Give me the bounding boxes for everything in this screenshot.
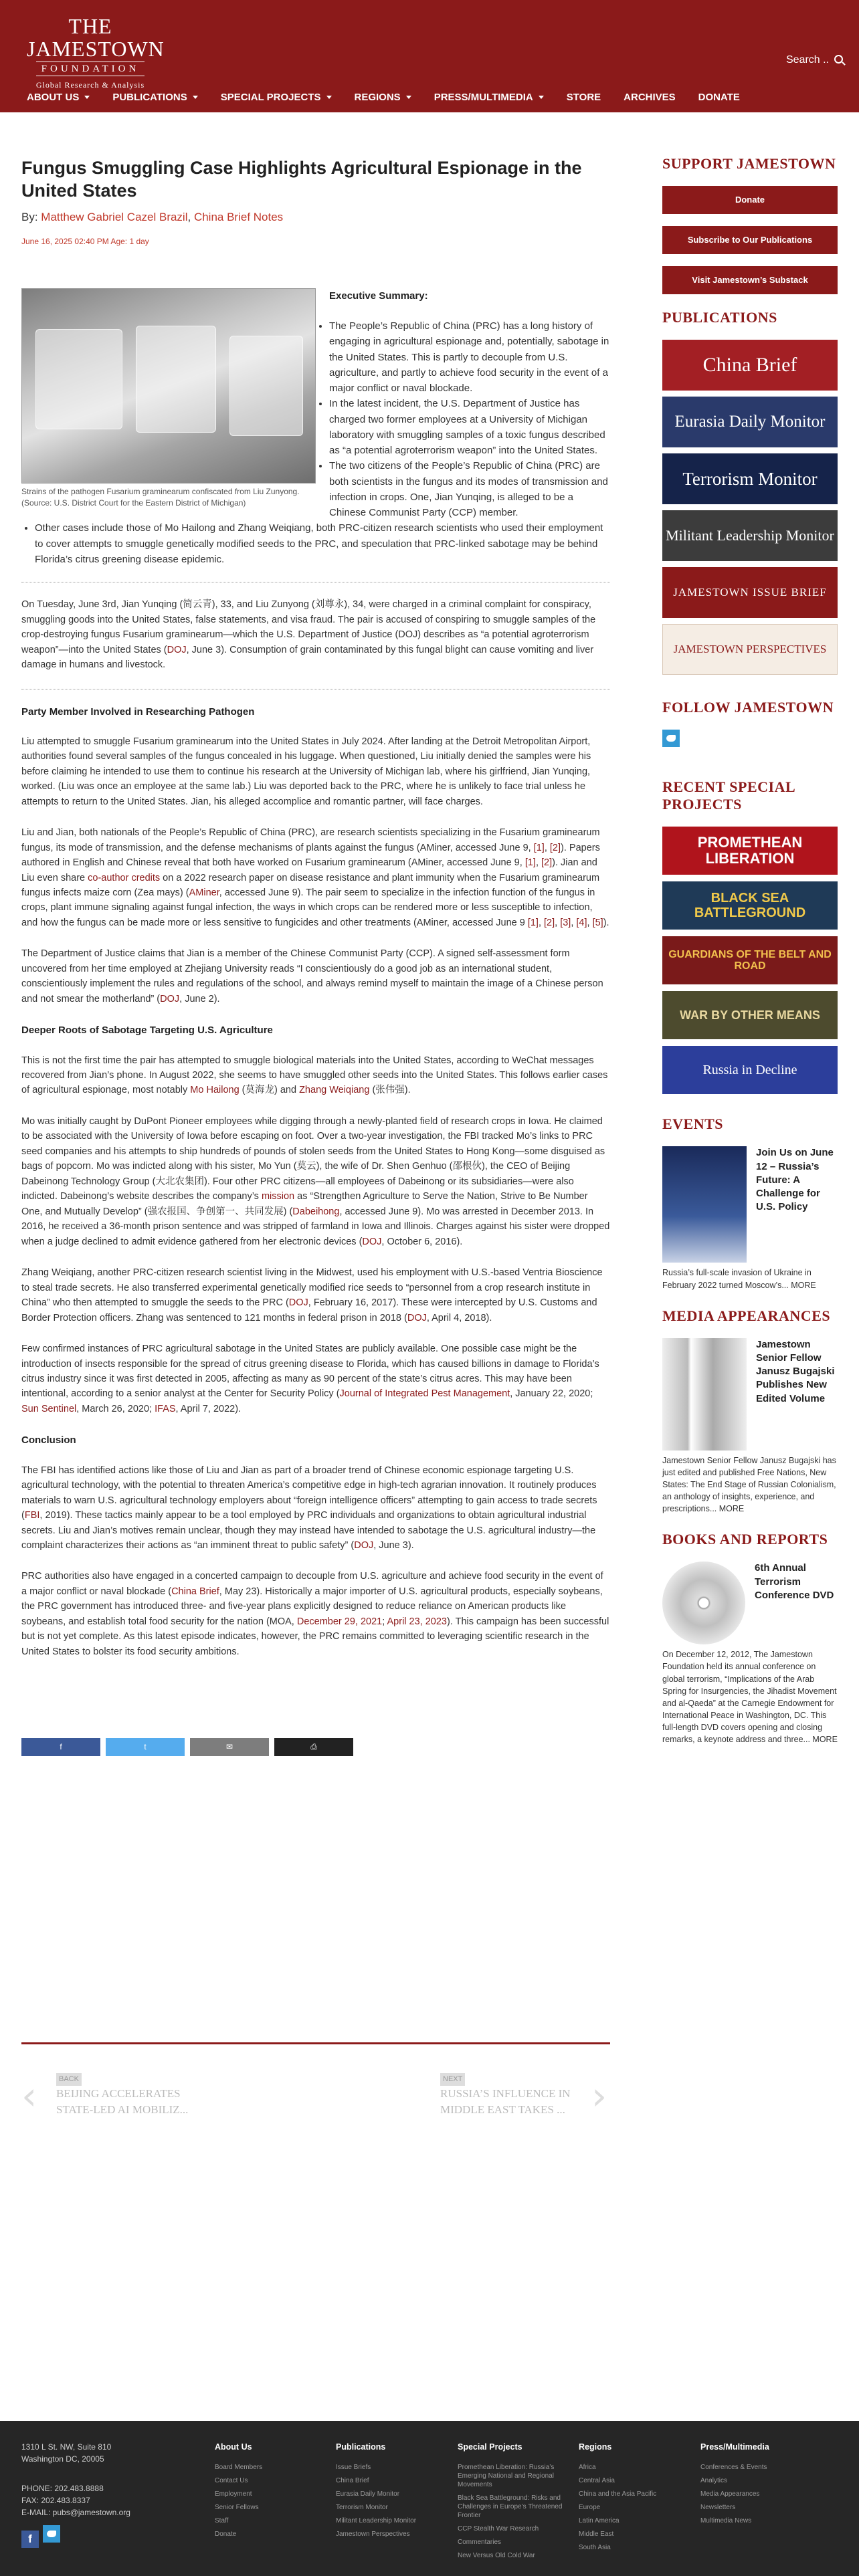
substack-button[interactable]: Visit Jamestown’s Substack — [662, 266, 838, 294]
jamestown-logo[interactable] — [27, 14, 165, 90]
militant-leadership-monitor-banner[interactable]: Militant Leadership Monitor — [662, 510, 838, 561]
text: PRC authorities also have engaged in a concerted campaign to decouple from U.S. agriculture and achieve food security in the event of a major conflict or naval blockade ( — [21, 1571, 603, 1597]
source-link[interactable]: [1] — [524, 857, 536, 869]
media-title[interactable]: Jamestown Senior Fellow Janusz Bugajski Publishes New Edited Volume — [756, 1338, 835, 1404]
chevron-down-icon — [326, 96, 332, 99]
jamestown-issue-brief-banner[interactable]: JAMESTOWN ISSUE BRIEF — [662, 567, 838, 618]
footer-link[interactable]: Central Asia — [579, 2476, 615, 2484]
footer-column — [700, 2441, 814, 2530]
text: , accessed June 9). Mo was arrested in December 2013. In 2016, he received a 36-month prison sentence and was stripped of farmland in Iowa and Illinois. Charges against his sister were dropped when a judge declined to admit evidence gathered from her electronic devices ( — [21, 1206, 610, 1247]
logo-line-2: FOUNDATION — [36, 62, 145, 76]
back-key: BACK — [56, 2073, 82, 2086]
chevron-down-icon — [193, 96, 198, 99]
nav-item-about-us[interactable] — [27, 90, 90, 107]
source-link[interactable]: Zhang Weiqiang — [299, 1085, 370, 1096]
text: , April 4, 2018). — [426, 1312, 492, 1323]
books-heading: BOOKS AND REPORTS — [662, 1531, 828, 1548]
eurasia-daily-monitor-banner[interactable]: Eurasia Daily Monitor — [662, 397, 838, 447]
source-link[interactable]: December 29, 2021 — [296, 1616, 383, 1627]
nav-label: SPECIAL PROJECTS — [220, 92, 321, 103]
event-thumbnail — [662, 1146, 747, 1263]
nav-label: REGIONS — [354, 92, 401, 103]
executive-summary — [21, 288, 610, 567]
footer-link[interactable]: Board Members — [215, 2463, 263, 2471]
footer-column — [458, 2441, 571, 2565]
footer-column-title: Press/Multimedia — [700, 2442, 769, 2452]
text: The FBI has identified actions like those of Liu and Jian as part of a broader trend of Chinese economic espionage targeting U.S. agricultural technology, with the potential to threaten America’s competitive edge in high-tech agrarian innovation. It routinely produces materials to warn U.S. agricultural technology employers about “foreign intelligence officers” attempting to gain access to trade secrets ( — [21, 1465, 597, 1521]
text: , June 2). — [179, 993, 220, 1004]
footer-link[interactable]: New Versus Old Cold War — [458, 2551, 535, 2559]
source-link[interactable]: [1] — [527, 917, 539, 928]
facebook-share-button[interactable]: f — [21, 1738, 100, 1756]
email[interactable]: E-MAIL: pubs@jamestown.org — [21, 2508, 130, 2517]
nav-item-store[interactable] — [567, 90, 601, 107]
chevron-left-icon[interactable]: ‹ — [21, 2073, 37, 2119]
footer-link[interactable]: Commentaries — [458, 2538, 502, 2546]
source-link[interactable]: DOJ — [362, 1236, 382, 1247]
publications-heading: PUBLICATIONS — [662, 309, 777, 326]
twitter-share-button[interactable]: t — [106, 1738, 185, 1756]
search-label: Search .. — [785, 54, 829, 66]
source-link[interactable]: FBI — [24, 1510, 40, 1521]
special-projects-heading: RECENT SPECIAL PROJECTS — [662, 778, 795, 813]
article-meta: June 16, 2025 02:40 PM Age: 1 day — [21, 237, 149, 247]
paragraph — [21, 597, 610, 672]
fax: FAX: 202.483.8337 — [21, 2496, 90, 2505]
search-box[interactable] — [786, 52, 843, 69]
text: , February 16, 2017). These were intercepted by U.S. Customs and Border Protection officers. Zhang was sentenced to 121 months in federal prison in 2018 ( — [21, 1297, 597, 1323]
footer-link[interactable]: Conferences & Events — [700, 2463, 767, 2471]
book-item[interactable] — [662, 1562, 838, 1644]
nav-item-special-projects[interactable] — [221, 90, 332, 107]
chevron-down-icon — [406, 96, 411, 99]
source-link[interactable]: mission — [261, 1191, 295, 1202]
footer-link[interactable]: Eurasia Daily Monitor — [336, 2490, 400, 2498]
source-link[interactable]: Mo Hailong — [190, 1085, 240, 1096]
project-guardians-belt-road[interactable]: GUARDIANS OF THE BELT AND ROAD — [662, 936, 838, 984]
author-link[interactable]: Matthew Gabriel Cazel Brazil — [41, 211, 188, 223]
source-link[interactable]: DOJ — [354, 1539, 374, 1551]
footer-link[interactable]: Terrorism Monitor — [336, 2503, 388, 2511]
address-line-1: 1310 L St. NW, Suite 810 — [21, 2442, 112, 2452]
footer-link[interactable]: Employment — [215, 2490, 252, 2498]
footer-link[interactable]: Militant Leadership Monitor — [336, 2516, 417, 2525]
text: , January 22, 2020; — [510, 1388, 593, 1400]
twitter-icon[interactable] — [43, 2525, 60, 2543]
next-post-link[interactable] — [440, 2071, 587, 2118]
follow-heading: FOLLOW JAMESTOWN — [662, 699, 834, 716]
nav-label: PUBLICATIONS — [112, 92, 187, 103]
source-link[interactable]: IFAS — [155, 1403, 176, 1414]
source-link[interactable]: [5] — [592, 917, 603, 928]
nav-item-regions[interactable] — [355, 90, 411, 107]
paragraph: Liu attempted to smuggle Fusarium graminearum into the United States in July 2024. After landing at the Detroit Metropolitan Airport, authorities found several samples of the fungus concealed in his luggage. When questioned, Liu initially denied the samples were his before claiming he intended to use them to continue his research at the University of Michigan lab, where his girlfriend, Jian Yunqing, worked. (Liu was once an employee at the same lab.) Liu was deported back to the PRC, where he is unlikely to face trial unless he attempts to return to the United States. Jian, his alleged accomplice and romantic partner, will face charges. — [21, 736, 591, 807]
footer-link[interactable]: Staff — [215, 2516, 229, 2525]
footer-link[interactable]: Analytics — [700, 2476, 728, 2484]
text: ). This campaign has been successful but is not yet complete. As this latest episode indicates, however, the PRC remains committed to leveraging scientific research in the United States to bolster its food security ambitions. — [21, 1616, 609, 1657]
exec-point: • In the latest incident, the U.S. Department of Justice has charged two former employees at a University of Michigan laboratory with smuggling samples of a toxic fungus described as “a potential agroterrorism weapon” into the United States. — [35, 396, 610, 458]
byline-separator: , — [187, 211, 194, 223]
media-heading: MEDIA APPEARANCES — [662, 1307, 831, 1324]
source-link[interactable]: [2] — [549, 842, 561, 853]
byline — [21, 209, 610, 226]
logo-line-1: THE JAMESTOWN — [27, 14, 165, 61]
footer-column-title: About Us — [215, 2442, 252, 2452]
source-link[interactable]: DOJ — [167, 644, 187, 655]
footer-link[interactable]: Newsletters — [700, 2503, 736, 2511]
main-nav — [27, 90, 763, 107]
footer-link[interactable]: CCP Stealth War Research — [458, 2525, 539, 2533]
footer-link[interactable]: China and the Asia Pacific — [579, 2490, 657, 2498]
nav-item-archives[interactable] — [624, 90, 676, 107]
footer-link[interactable]: China Brief — [336, 2476, 369, 2484]
chevron-down-icon — [539, 96, 544, 99]
footer-column — [336, 2441, 450, 2543]
exec-point: • Other cases include those of Mo Hailong and Zhang Weiqiang, both PRC-citizen research scientists who used their employment to cover attempts to smuggle genetically modified seeds to the PRC, and speculation that PRC-linked sabotage may be behind Florida’s citrus greening disease epidemic. — [35, 520, 610, 567]
event-excerpt: Russia’s full-scale invasion of Ukraine in February 2022 turned Moscow’s... MORE — [662, 1268, 816, 1290]
text: Mo was initially caught by DuPont Pioneer employees while digging through a newly-planted field of research crops in Iowa. He claimed to be associated with the University of Iowa before escaping on foot. Over a two-year investigation, the FBI tracked Mo’s links to PRC seed companies and his attempts to ship hundreds of pounds of stolen seeds from the United States to Hong Kong—some disguised as bags of popcorn. Mo was indicted along with his sister, Mo Yun (莫云), the wife of Dr. Shen Genhuo (邵根伙), the CEO of Beijing Dabeinong Technology Group (大北农集团). Four other PRC citizens—all employees of Dabeinong or its subsidiaries—were also indicted. Dabeinong’s website describes the company’s — [21, 1115, 605, 1202]
text: Few confirmed instances of PRC agricultural sabotage in the United States are publicly available. One possible case might be the introduction of insects responsible for the spread of citrus greening disease to Florida, which has caused billions in damage to Florida’s citrus industry since it was first detected in 2005, affecting as many as 90 percent of the state’s citrus acres. This may have been intentional, according to a senior analyst at the Center for Security Policy ( — [21, 1344, 599, 1400]
address-line-2: Washington DC, 20005 — [21, 2454, 104, 2464]
footer-link[interactable]: Senior Fellows — [215, 2503, 259, 2511]
paragraph — [21, 1265, 610, 1325]
fungus-samples-photo — [21, 288, 316, 484]
text: (张伟强). — [369, 1085, 411, 1096]
twitter-icon[interactable] — [662, 730, 680, 747]
book-excerpt: On December 12, 2012, The Jamestown Foundation held its annual conference on global terrorism, “Implications of the Arab Spring for Insurgencies, the Jihadist Movement and al-Qaeda” at the Carnegie Endowment for International Peace in Washington, DC. This full-length DVD covers opening and closing remarks, a keynote address and three... MORE — [662, 1650, 838, 1745]
source-link[interactable]: Sun Sentinel — [21, 1403, 77, 1414]
post-pagination — [21, 2042, 610, 2119]
series-link[interactable]: China Brief Notes — [193, 211, 284, 223]
project-promethean-liberation[interactable]: PROMETHEAN LIBERATION — [662, 827, 838, 875]
exec-summary-heading: Executive Summary: — [329, 290, 428, 302]
source-link[interactable]: Dabeihong — [292, 1206, 340, 1217]
next-key: NEXT — [440, 2073, 465, 2086]
text: , June 3). — [373, 1539, 414, 1551]
jamestown-perspectives-banner[interactable]: JAMESTOWN PERSPECTIVES — [662, 624, 838, 675]
event-item[interactable] — [662, 1146, 838, 1263]
footer-link[interactable]: Donate — [215, 2530, 237, 2538]
text: ). — [603, 917, 609, 928]
text: (莫海龙) and — [239, 1085, 300, 1096]
text: , March 26, 2020; — [76, 1403, 155, 1414]
footer-column — [215, 2441, 328, 2543]
paragraph: Liu and Jian, both nationals of the People’s Republic of China (PRC), are research scientists specializing in the Fusarium graminearum fungus, its mode of transmission, and the defense mechanisms of plants against the fungus (AMiner, accessed June 9, [1], [2]). Papers authored in English and Chinese reveal that both have worked on Fusarium graminearum (AMiner, accessed June 9, [1], [2]). Jian and Liu even share co-author credits on a 2022 research paper on disease resistance and plant immunity when the Fusarium graminearum fungus infects maize corn (Zea mays) (AMiner, accessed June 9). The pair seem to specialize in the infection function of the fungus in crops, plant immune signaling against fungal infection, the ways in which crops can be rendered more or less susceptible to infection, and how the fungus can be made more or less sensitive to fungicides and other treatments (AMiner, accessed June 9 [1], [2], [3], [4], [5]). — [21, 827, 609, 928]
book-title[interactable]: 6th Annual Terrorism Conference DVD — [755, 1562, 834, 1601]
text: , accessed June 9). The pair seem to specialize in the infection function of the fungus in crops, plant immune signaling against fungal infection, the ways in which crops can be rendered more or less susceptible to infection, and how the fungus can be made more or less sensitive to fungicides and other treatments (AMiner, accessed June 9 — [21, 887, 595, 928]
print-button[interactable]: ⎙ — [274, 1738, 353, 1756]
source-link[interactable]: DOJ — [160, 993, 180, 1004]
text: The Department of Justice claims that Jian is a member of the Chinese Communist Party (CCP). A signed self-assessment form uncovered from her time employed at Zhejiang University reads “I conscientiously do a good job as an international student, conscientiously implement the rules and regulations of the school, and always remind myself to maintain the image of a Chinese person and not smear the motherland” ( — [21, 948, 603, 1004]
chevron-right-icon[interactable]: › — [591, 2073, 607, 2119]
site-footer — [0, 2421, 859, 2576]
china-brief-banner[interactable]: China Brief — [662, 340, 838, 391]
footer-link[interactable]: Media Appearances — [700, 2490, 760, 2498]
source-link[interactable]: [2] — [544, 917, 555, 928]
media-item[interactable] — [662, 1338, 838, 1451]
nav-label: STORE — [566, 92, 601, 103]
exec-point: • The two citizens of the People’s Republic of China (PRC) are both scientists in the fungus and its modes of transmission and infection in crops. One, Jian Yunqing, is alleged to be a Chinese Communist Party (CCP) member. — [35, 458, 610, 520]
paragraph — [21, 1053, 610, 1098]
source-link[interactable]: Journal of Integrated Pest Management — [339, 1388, 510, 1400]
text: , April 7, 2022). — [175, 1403, 242, 1414]
text: , May 23). Historically a major importer of U.S. agricultural products, especially soybeans, the PRC government has introduced three- and five-year plans explicitly designed to reduce reliance on American products like soybeans, and establish total food security for the nation (MOA, — [21, 1586, 603, 1627]
byline-label: By: — [21, 211, 38, 223]
twitter-follow[interactable] — [662, 730, 838, 752]
exec-point: • The People’s Republic of China (PRC) has a long history of engaging in agricultural espionage and, potentially, sabotage in the United States. This is partly to decouple from U.S. agriculture, and partly to achieve food security in the event of a major conflict or naval blockade. — [35, 318, 610, 396]
donate-button[interactable]: Donate — [662, 186, 838, 214]
section-heading: Party Member Involved in Researching Pathogen — [21, 706, 255, 718]
footer-link[interactable]: Contact Us — [215, 2476, 248, 2484]
email-share-button[interactable]: ✉ — [190, 1738, 269, 1756]
subscribe-button[interactable]: Subscribe to Our Publications — [662, 226, 838, 254]
article-main — [21, 156, 610, 1756]
source-link[interactable]: April 23, 2023 — [387, 1616, 447, 1627]
nav-item-publications[interactable] — [112, 90, 197, 107]
logo-tagline: Global Research & Analysis — [35, 80, 145, 90]
book-cover-thumbnail — [662, 1338, 747, 1451]
footer-link[interactable]: Jamestown Perspectives — [336, 2530, 410, 2538]
previous-post-title: BEIJING ACCELERATES STATE-LED AI MOBILIZ... — [56, 2087, 189, 2117]
previous-post-link[interactable] — [56, 2071, 210, 2118]
source-link[interactable]: AMiner — [189, 887, 219, 898]
footer-link[interactable]: Middle East — [579, 2530, 614, 2538]
source-link[interactable]: co-author credits — [88, 872, 161, 883]
text: , June 3). Consumption of grain contaminated by this fungal blight can cause vomiting and liver damage in humans and livestock. — [21, 644, 594, 671]
source-link[interactable]: [4] — [576, 917, 587, 928]
source-link[interactable]: [2] — [541, 857, 553, 869]
facebook-icon[interactable]: f — [21, 2531, 39, 2548]
paragraph — [21, 1341, 610, 1416]
figure-caption: Strains of the pathogen Fusarium graminearum confiscated from Liu Zunyong. (Source: U.S. District Court for the Eastern District of Michigan) — [21, 486, 300, 508]
footer-column-title: Regions — [579, 2442, 612, 2452]
nav-label: ARCHIVES — [624, 92, 676, 103]
footer-link[interactable]: South Asia — [579, 2543, 611, 2551]
nav-item-donate[interactable] — [698, 90, 740, 107]
share-bar — [21, 1738, 610, 1756]
text: On Tuesday, June 3rd, Jian Yunqing (简云青), 33, and Liu Zunyong (刘尊永), 34, were charged in a criminal complaint for conspiracy, smuggling goods into the United States, false statements, and visa fraud. The pair is accused of conspiring to smuggle samples of the crop-destroying fungus Fusarium graminearum—which the U.S. Department of Justice (DOJ) describes as “a potential agroterrorism weapon”—into the United States ( — [21, 599, 596, 655]
events-heading: EVENTS — [662, 1115, 724, 1133]
source-link[interactable]: [3] — [560, 917, 571, 928]
text: ). Jian and Liu even share — [21, 857, 597, 883]
footer-link[interactable]: Issue Briefs — [336, 2463, 371, 2471]
terrorism-monitor-banner[interactable]: Terrorism Monitor — [662, 453, 838, 504]
text: This is not the first time the pair has attempted to smuggle biological materials into the United States, according to WeChat messages recovered from Jian’s phone. In August 2022, she seems to have smuggled other seeds into the United States. This follows earlier cases of agricultural espionage, most notably — [21, 1055, 608, 1096]
project-war-by-other-means[interactable]: WAR BY OTHER MEANS — [662, 991, 838, 1039]
footer-contact — [21, 2441, 130, 2548]
text: as “Strengthen Agriculture to Serve the Nation, Strive to Be Number One, and Mutually Develop” (强农报国、争创第一、共同发展) ( — [21, 1191, 588, 1217]
chevron-down-icon — [84, 96, 90, 99]
text: Liu and Jian, both nationals of the People’s Republic of China (PRC), are research scientists specializing in the Fusarium graminearum fungus, its mode of transmission, and the defense mechanisms of plants against the fungus (AMiner, accessed June 9, — [21, 827, 600, 853]
source-link[interactable]: [1] — [533, 842, 545, 853]
text: , 2019). These tactics mainly appear to be a tool employed by PRC individuals and organizations to obtain agricultural industrial secrets. Liu and Jian’s motives remain unclear, though they may instead have intended to sabotage the U.S. agricultural industry—the complaint characterizes their actions as “an imminent threat to public safety” ( — [21, 1510, 596, 1551]
media-excerpt: Jamestown Senior Fellow Janusz Bugajski has just edited and published Free Nations, New States: The End Stage of Russian Colonialism, an anthology of insights, experience, and prescriptions... MORE — [662, 1455, 836, 1514]
footer-link[interactable]: Latin America — [579, 2516, 619, 2525]
footer-column-title: Publications — [336, 2442, 386, 2452]
nav-label: ABOUT US — [27, 92, 80, 103]
project-black-sea-battleground[interactable]: BLACK SEA BATTLEGROUND — [662, 881, 838, 930]
footer-link[interactable]: Europe — [579, 2503, 601, 2511]
footer-link[interactable]: Black Sea Battleground: Risks and Challenges in Europe’s Threatened Frontier — [458, 2494, 563, 2519]
paragraph — [21, 946, 610, 1006]
search-icon[interactable] — [834, 55, 843, 64]
phone: PHONE: 202.483.8888 — [21, 2484, 104, 2493]
source-link[interactable]: DOJ — [407, 1312, 427, 1323]
footer-link[interactable]: Multimedia News — [700, 2516, 752, 2525]
event-title[interactable]: Join Us on June 12 – Russia’s Future: A Challenge for U.S. Policy — [756, 1147, 834, 1213]
paragraph — [21, 1463, 610, 1553]
dvd-icon — [662, 1562, 745, 1644]
footer-link[interactable]: Africa — [579, 2463, 596, 2471]
paragraph — [21, 1114, 610, 1249]
next-post-title: RUSSIA’S INFLUENCE IN MIDDLE EAST TAKES ... — [440, 2087, 571, 2117]
site-header — [0, 0, 859, 112]
project-russia-in-decline[interactable]: Russia in Decline — [662, 1046, 838, 1094]
nav-label: DONATE — [698, 92, 740, 103]
article-title: Fungus Smuggling Case Highlights Agricultural Espionage in the United States — [21, 158, 582, 201]
support-heading: SUPPORT JAMESTOWN — [662, 155, 836, 172]
footer-column — [579, 2441, 692, 2557]
text: on a 2022 research paper on disease resistance and plant immunity when the Fusarium graminearum fungus infects maize corn (Zea mays) ( — [21, 872, 600, 898]
paragraph: PRC authorities also have engaged in a concerted campaign to decouple from U.S. agriculture and achieve food security in the event of a major conflict or naval blockade (China Brief, May 23). Historically a major importer of U.S. agricultural products, especially soybeans, the PRC government has introduced three- and five-year plans explicitly designed to reduce reliance on American products like soybeans, and establish total food security for the nation (MOA, December 29, 2021; April 23, 2023). This campaign has been successful but is not yet complete. As this latest episode indicates, however, the PRC remains committed to leveraging scientific research in the United States to bolster its food security ambitions. — [21, 1571, 609, 1657]
text: Zhang Weiqiang, another PRC-citizen research scientist living in the Midwest, used his employment with U.S.-based Ventria Bioscience to steal trade secrets. He also transferred experimental genetically modified rice seeds to “personnel from a crop research institute in China” who then attempted to smuggle the seeds to the PRC ( — [21, 1267, 603, 1309]
text: ). Papers authored in English and Chinese reveal that both have worked on Fusarium graminearum (AMiner, accessed June 9, — [21, 842, 600, 869]
section-heading: Conclusion — [21, 1434, 76, 1446]
nav-label: PRESS/MULTIMEDIA — [434, 92, 533, 103]
article-figure — [21, 288, 316, 509]
source-link[interactable]: China Brief — [171, 1586, 219, 1597]
text: , October 6, 2016). — [381, 1236, 463, 1247]
footer-column-title: Special Projects — [458, 2442, 522, 2452]
footer-link[interactable]: Promethean Liberation: Russia’s Emerging National and Regional Movements — [458, 2463, 555, 2488]
nav-item-press-multimedia[interactable] — [434, 90, 544, 107]
source-link[interactable]: DOJ — [288, 1297, 308, 1309]
sidebar — [662, 155, 838, 1761]
section-heading: Deeper Roots of Sabotage Targeting U.S. Agriculture — [21, 1025, 273, 1037]
